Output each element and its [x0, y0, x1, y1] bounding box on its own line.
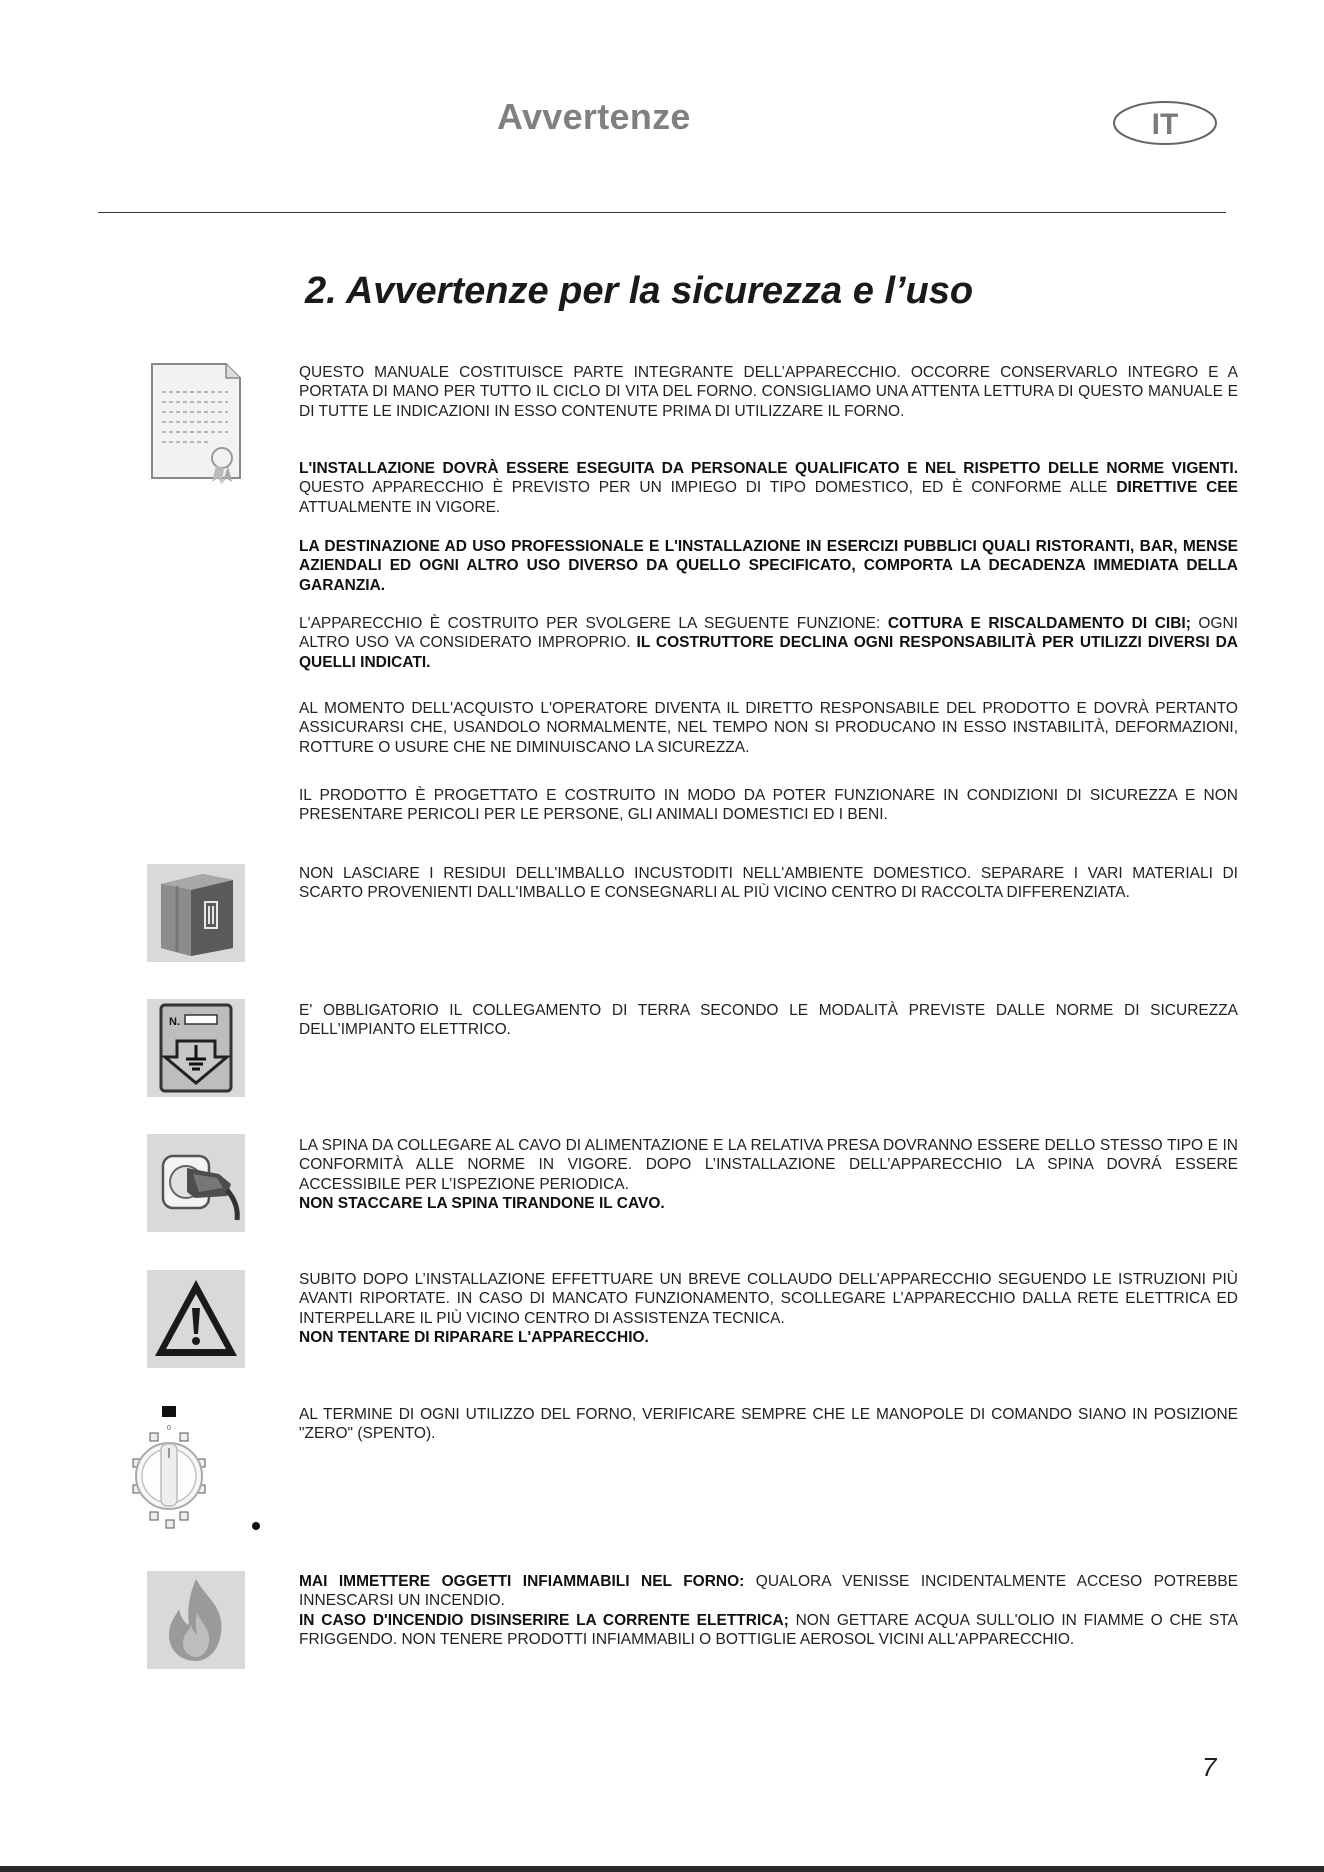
- paragraph-text: E' OBBLIGATORIO IL COLLEGAMENTO DI TERRA SECONDO LE MODALITÀ PREVISTE DALLE NORME DI SICUREZZA DELL'IMPIANTO ELETTRICO.: [299, 1002, 1238, 1039]
- cardboard-box-icon: [147, 864, 245, 962]
- paragraph-earthing: [299, 1001, 1238, 1040]
- paragraph-first-test: [299, 1270, 1238, 1348]
- paragraph-operator-responsibility: [299, 699, 1238, 757]
- plug-socket-icon: [147, 1134, 245, 1232]
- paragraph-text: ATTUALMENTE IN VIGORE.: [299, 498, 501, 516]
- paragraph-bold-text: L'INSTALLAZIONE DOVRÀ ESSERE ESEGUITA DA PERSONALE QUALIFICATO E NEL RISPETTO DELLE NORME VIGENTI.: [299, 460, 1238, 477]
- paragraph-text: AL TERMINE DI OGNI UTILIZZO DEL FORNO, VERIFICARE SEMPRE CHE LE MANOPOLE DI COMANDO SIANO IN POSIZIONE "ZERO" (SPENTO).: [299, 1406, 1238, 1443]
- page-number: 7: [1202, 1752, 1217, 1782]
- warning-triangle-icon: [147, 1270, 245, 1368]
- control-knob-icon: [124, 1402, 264, 1538]
- paragraph-text: LA SPINA DA COLLEGARE AL CAVO DI ALIMENTAZIONE E LA RELATIVA PRESA DOVRANNO ESSERE DELLO STESSO TIPO E IN CONFORMITÀ ALLE NORME IN VIGORE. DOPO L’INSTALLAZIONE DELL’APPARECCHIO LA SPINA DOVRÁ ESSERE ACCESSIBILE PER L’ISPEZIONE PERIODICA.: [299, 1137, 1238, 1193]
- paragraph-text: IL PRODOTTO È PROGETTATO E COSTRUITO IN MODO DA POTER FUNZIONARE IN CONDIZIONI DI SICUREZZA E NON PRESENTARE PERICOLI PER LE PERSONE, GLI ANIMALI DOMESTICI ED I BENI.: [299, 787, 1238, 824]
- section-title: 2. Avvertenze per la sicurezza e l’uso: [305, 270, 974, 312]
- language-badge: [1112, 100, 1218, 146]
- paragraph-text: AL MOMENTO DELL'ACQUISTO L'OPERATORE DIVENTA IL DIRETTO RESPONSABILE DEL PRODOTTO E DOVRÀ PERTANTO ASSICURARSI CHE, USANDOLO NORMALMENTE, NEL TEMPO NON SI PRODUCANO IN ESSO INSTABILITÀ, DEFORMAZIONI, ROTTURE O USURE CHE NE DIMINUISCANO LA SICUREZZA.: [299, 700, 1238, 756]
- language-badge-label: IT: [1151, 108, 1179, 141]
- paragraph-plug: [299, 1136, 1238, 1214]
- paragraph-bold-text: IN CASO D'INCENDIO DISINSERIRE LA CORRENTE ELETTRICA;: [299, 1611, 789, 1629]
- paragraph-manual-notice: [299, 363, 1238, 421]
- paragraph-bold-text: LA DESTINAZIONE AD USO PROFESSIONALE E L'INSTALLAZIONE IN ESERCIZI PUBBLICI QUALI RISTORANTI, BAR, MENSE AZIENDALI ED OGNI ALTRO USO DIVERSO DA QUELLO SPECIFICATO, COMPORTA LA DECADENZA IMMEDIATA DELLA GARANZIA.: [299, 538, 1238, 594]
- paragraph-bold-text: IL COSTRUTTORE DECLINA OGNI RESPONSABILITÀ PER UTILIZZI DIVERSI DA QUELLI INDICATI.: [299, 634, 1238, 671]
- paragraph-bold-text: DIRETTIVE CEE: [1116, 479, 1238, 497]
- paragraph-warranty: [299, 537, 1238, 595]
- paragraph-bold-text: NON STACCARE LA SPINA TIRANDONE IL CAVO.: [299, 1195, 665, 1213]
- paragraph-knobs-zero: [299, 1405, 1238, 1444]
- bottom-edge-bar: [0, 1866, 1324, 1872]
- paragraph-text: L'APPARECCHIO È COSTRUITO PER SVOLGERE LA SEGUENTE FUNZIONE:: [299, 615, 888, 632]
- paragraph-fire-safety: [299, 1572, 1238, 1650]
- paragraph-text: QUALORA VENISSE INCIDENTALMENTE ACCESO POTREBBE INNESCARSI UN INCENDIO.: [299, 1573, 1239, 1610]
- ground-plate-label: N.: [169, 1016, 180, 1028]
- paragraph-text: NON GETTARE ACQUA SULL'OLIO IN FIAMME O CHE STA FRIGGENDO. NON TENERE PRODOTTI INFIAMMABILI O BOTTIGLIE AEROSOL VICINI ALL'APPARECCHIO.: [299, 1611, 1239, 1649]
- paragraph-installation: [299, 459, 1238, 517]
- knob-zero-label: 0: [167, 1425, 171, 1432]
- paragraph-text: QUESTO MANUALE COSTITUISCE PARTE INTEGRANTE DELL’APPARECCHIO. OCCORRE CONSERVARLO INTEGRO E A PORTATA DI MANO PER TUTTO IL CICLO DI VITA DEL FORNO. CONSIGLIAMO UNA ATTENTA LETTURA DI QUESTO MANUALE E DI TUTTE LE INDICAZIONI IN ESSO CONTENUTE PRIMA DI UTILIZZARE IL FORNO.: [299, 364, 1238, 420]
- paragraph-intended-use: [299, 614, 1238, 672]
- flame-icon: [147, 1571, 245, 1669]
- earth-ground-icon: [147, 999, 245, 1097]
- paragraph-product-safety: [299, 786, 1238, 825]
- document-certificate-icon: [150, 362, 242, 486]
- paragraph-text: QUESTO APPARECCHIO È PREVISTO PER UN IMPIEGO DI TIPO DOMESTICO, ED È CONFORME ALLE: [299, 479, 1117, 497]
- paragraph-bold-text: NON TENTARE DI RIPARARE L'APPARECCHIO.: [299, 1329, 649, 1347]
- header-divider: [98, 212, 1226, 213]
- paragraph-text: NON LASCIARE I RESIDUI DELL'IMBALLO INCUSTODITI NELL'AMBIENTE DOMESTICO. SEPARARE I VARI MATERIALI DI SCARTO PROVENIENTI DALL'IMBALLO E CONSEGNARLI AL PIÙ VICINO CENTRO DI RACCOLTA DIFFERENZIATA.: [299, 865, 1238, 902]
- paragraph-bold-text: MAI IMMETTERE OGGETTI INFIAMMABILI NEL FORNO:: [299, 1573, 745, 1590]
- paragraph-packaging-disposal: [299, 864, 1238, 903]
- paragraph-text: OGNI ALTRO USO VA CONSIDERATO IMPROPRIO.: [299, 615, 1238, 652]
- paragraph-text: SUBITO DOPO L’INSTALLAZIONE EFFETTUARE UN BREVE COLLAUDO DELL’APPARECCHIO SEGUENDO LE ISTRUZIONI PIÙ AVANTI RIPORTATE. IN CASO DI MANCATO FUNZIONAMENTO, SCOLLEGARE L’APPARECCHIO DALLA RETE ELETTRICA ED INTERPELLARE IL PIÙ VICINO CENTRO DI ASSISTENZA TECNICA.: [299, 1271, 1238, 1327]
- paragraph-bold-text: COTTURA E RISCALDAMENTO DI CIBI;: [887, 615, 1191, 632]
- header-title: Avvertenze: [497, 96, 691, 137]
